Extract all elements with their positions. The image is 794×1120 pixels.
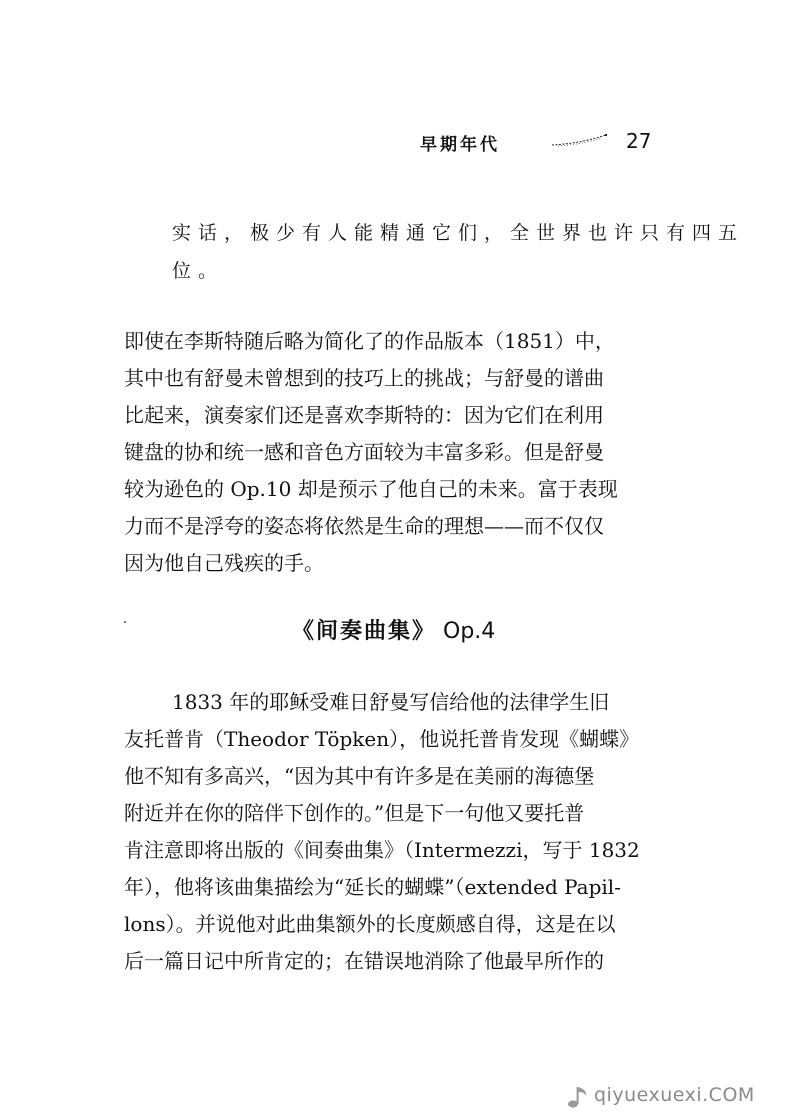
- paragraph-line: 比起来，演奏家们还是喜欢李斯特的：因为它们在利用: [124, 403, 604, 427]
- site-watermark: [560, 1076, 780, 1116]
- paragraph-line: 因为他自己残疾的手。: [124, 551, 324, 575]
- ornament-flourish-icon: [550, 132, 610, 148]
- paragraph-line: 较为逊色的 Op.10 却是预示了他自己的未来。富于表现: [124, 477, 618, 501]
- section-heading: [292, 614, 495, 645]
- paragraph-line: 友托普肯（Theodor Töpken），他说托普肯发现《蝴蝶》: [124, 727, 640, 751]
- paragraph-line: 他不知有多高兴，“因为其中有许多是在美丽的海德堡: [124, 764, 595, 788]
- music-note-icon: [566, 1084, 590, 1110]
- page-number: 27: [626, 129, 652, 153]
- chapter-title: 早期年代: [420, 135, 500, 155]
- print-speck: [124, 621, 126, 623]
- quote-line: 位。: [172, 260, 225, 282]
- quote-line: 实话，极少有人能精通它们，全世界也许只有四五: [172, 222, 745, 244]
- paragraph-line: 其中也有舒曼未曾想到的技巧上的挑战；与舒曼的谱曲: [124, 366, 604, 390]
- paragraph-line: lons）。并说他对此曲集额外的长度颇感自得，这是在以: [124, 912, 616, 936]
- paragraph-line: 年），他将该曲集描绘为“延长的蝴蝶”（extended Papil-: [124, 875, 621, 899]
- section-title: 《间奏曲集》: [292, 618, 437, 644]
- section-opus: Op.4: [443, 619, 496, 644]
- paragraph-line: 键盘的协和统一感和音色方面较为丰富多彩。但是舒曼: [124, 440, 604, 464]
- paragraph-line: 附近并在你的陪伴下创作的。”但是下一句他又要托普: [124, 801, 585, 825]
- paragraph-line: 肯注意即将出版的《间奏曲集》（Intermezzi，写于 1832: [124, 838, 640, 862]
- watermark-text: qiyuexuexi.COM: [594, 1084, 755, 1106]
- paragraph-line: 力而不是浮夸的姿态将依然是生命的理想——而不仅仅: [124, 514, 604, 538]
- paragraph-line: 1833 年的耶稣受难日舒曼写信给他的法律学生旧: [172, 690, 610, 714]
- paragraph-line: 后一篇日记中所肯定的；在错误地消除了他最早所作的: [124, 949, 604, 973]
- paragraph-line: 即使在李斯特随后略为简化了的作品版本（1851）中，: [124, 329, 615, 353]
